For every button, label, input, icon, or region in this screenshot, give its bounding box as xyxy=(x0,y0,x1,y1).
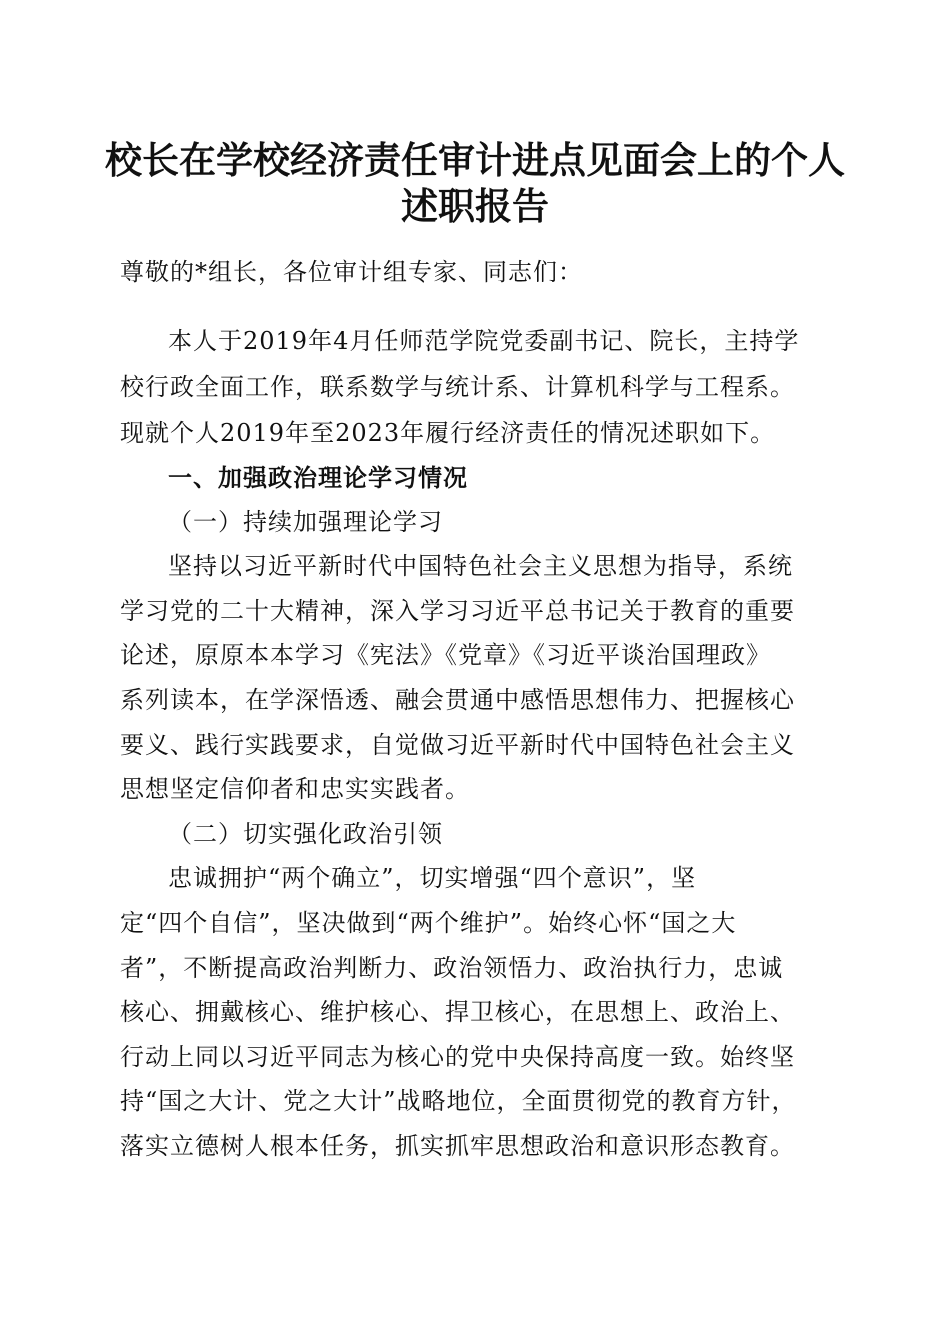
paragraph-1-line-2: 学习党的二十大精神，深入学习习近平总书记关于教育的重要 xyxy=(120,597,795,625)
paragraph-2-line-6: 持“国之大计、党之大计”战略地位，全面贯彻党的教育方针， xyxy=(120,1087,797,1115)
paragraph-2-line-2: 定“四个自信”，坚决做到“两个维护”。始终心怀“国之大 xyxy=(120,909,737,937)
section-heading-1: 一、加强政治理论学习情况 xyxy=(168,464,468,492)
paragraph-1-line-6: 思想坚定信仰者和忠实实践者。 xyxy=(120,775,470,803)
document-title-line-2: 述职报告 xyxy=(401,185,549,228)
document-title-line-1: 校长在学校经济责任审计进点见面会上的个人 xyxy=(105,139,845,182)
paragraph-1-line-4: 系列读本，在学深悟透、融会贯通中感悟思想伟力、把握核心 xyxy=(120,686,795,714)
intro-line-3: 现就个人2019年至2023年履行经济责任的情况述职如下。 xyxy=(120,419,776,447)
paragraph-1-line-5: 要义、践行实践要求，自觉做习近平新时代中国特色社会主义 xyxy=(120,731,795,759)
intro-line-1: 本人于2019年4月任师范学院党委副书记、院长，主持学 xyxy=(168,327,800,355)
paragraph-2-line-1: 忠诚拥护“两个确立”，切实增强“四个意识”，坚 xyxy=(168,864,697,892)
subsection-heading-2: （二）切实强化政治引领 xyxy=(168,820,443,848)
paragraph-2-line-4: 核心、拥戴核心、维护核心、捍卫核心，在思想上、政治上、 xyxy=(120,998,795,1026)
paragraph-1-line-3: 论述，原原本本学习《宪法》《党章》《习近平谈治国理政》 xyxy=(120,641,771,669)
paragraph-2-line-7: 落实立德树人根本任务，抓实抓牢思想政治和意识形态教育。 xyxy=(120,1132,795,1160)
subsection-heading-1: （一）持续加强理论学习 xyxy=(168,508,443,536)
salutation: 尊敬的*组长，各位审计组专家、同志们： xyxy=(120,258,583,286)
paragraph-2-line-3: 者”，不断提高政治判断力、政治领悟力、政治执行力，忠诚 xyxy=(120,954,784,982)
intro-line-2: 校行政全面工作，联系数学与统计系、计算机科学与工程系。 xyxy=(120,373,795,401)
paragraph-2-line-5: 行动上同以习近平同志为核心的党中央保持高度一致。始终坚 xyxy=(120,1043,795,1071)
paragraph-1-line-1: 坚持以习近平新时代中国特色社会主义思想为指导，系统 xyxy=(168,552,793,580)
